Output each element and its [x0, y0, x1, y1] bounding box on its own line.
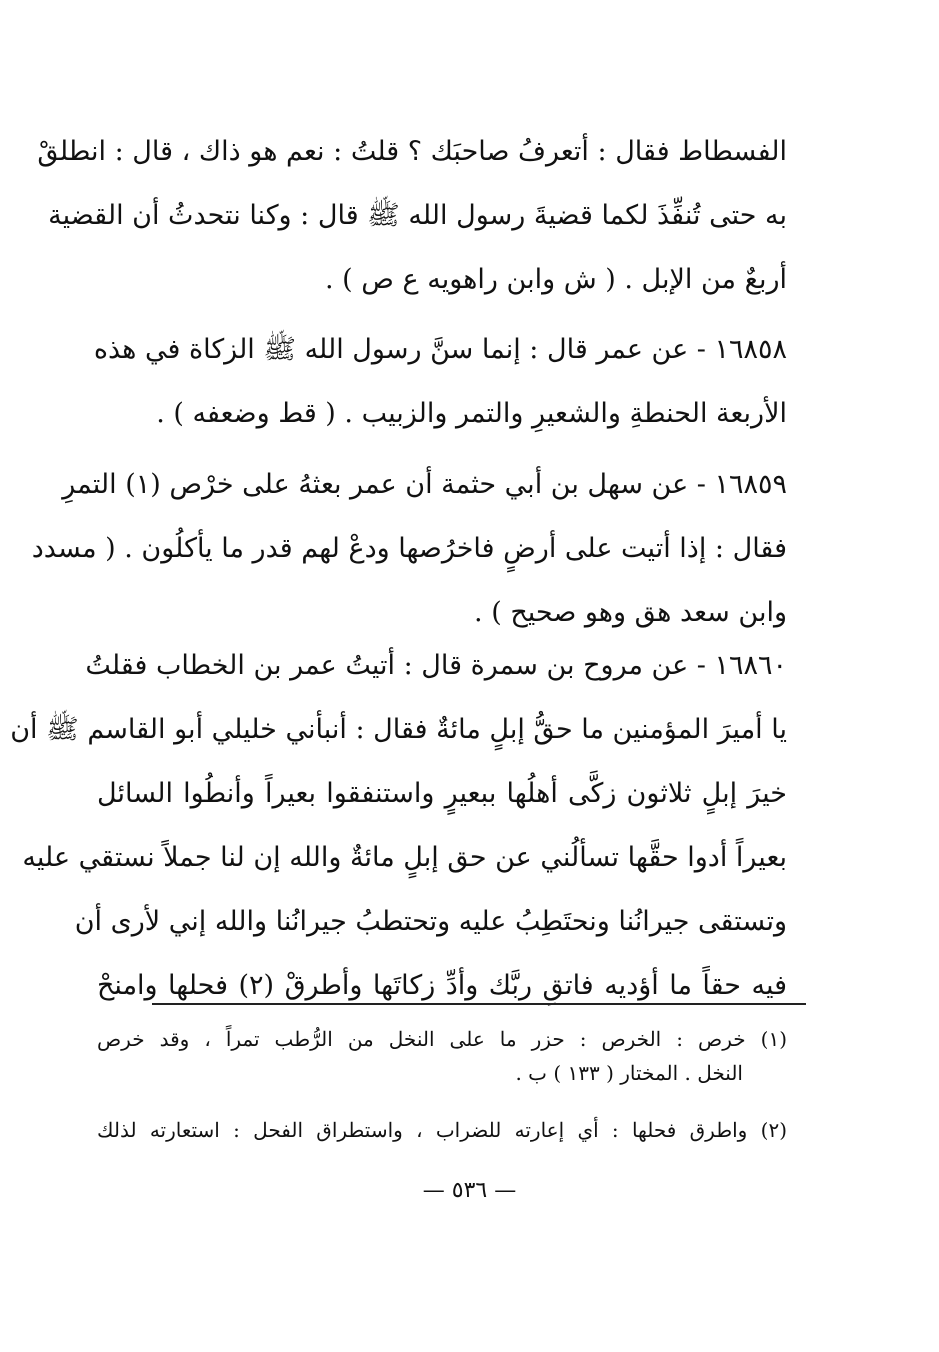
text-line: به حتى تُنفِّذَ لكما قضيةَ رسول الله ﷺ قال : وكنا نتحدثُ أن القضية — [48, 200, 787, 231]
footnote-divider — [152, 1003, 806, 1005]
text-line: فقال : إذا أتيت على أرضٍ فاخرُصها ودعْ لهم قدر ما يأكلُون . ( مسدد — [31, 533, 787, 564]
hadith-16858 — [93, 318, 787, 446]
text-line: خيرَ إبلٍ ثلاثون زكَّى أهلُها ببعيرٍ واستنفقوا بعيراً وأنطُوا السائل — [97, 778, 787, 809]
page-number: — ٥٣٦ — — [422, 1178, 517, 1203]
text-line: أربعٌ من الإبل . ( ش وابن راهويه ع ص ) . — [325, 264, 787, 295]
text-line: فيه حقاً ما أؤديه فاتقِ ربَّك وأدِّ زكاتَها وأطرقْ (٢) فحلها وامنحْ — [97, 970, 787, 1001]
footnote-line: النخل . المختار ( ١٣٣ ) ب . — [515, 1061, 743, 1085]
text-line: الفسطاط فقال : أتعرفُ صاحبَك ؟ قلتُ : نعم هو ذاك ، قال : انطلقْ — [37, 136, 787, 167]
hadith-16860 — [10, 634, 787, 1018]
footnote-line: (٢) واطرق فحلها : أي إعارته للضراب ، واستطراق الفحل : استعارته لذلك — [97, 1118, 787, 1142]
text-line: ١٦٨٥٨ - عن عمر قال : إنما سنَّ رسول الله ﷺ الزكاة في هذه — [93, 334, 787, 365]
text-line: ١٦٨٥٩ - عن سهل بن أبي حثمة أن عمر بعثهُ على خرْص (١) التمرِ — [62, 469, 787, 500]
text-line: ١٦٨٦٠ - عن مروح بن سمرة قال : أتيتُ عمر بن الخطاب فقلتُ — [85, 650, 787, 681]
footnote-1 — [97, 1022, 787, 1090]
text-line: يا أميرَ المؤمنين ما حقُّ إبلٍ مائةٌ فقال : أنبأني خليلي أبو القاسم ﷺ أن — [10, 714, 787, 745]
paragraph-continuation — [37, 120, 787, 312]
text-line: وتستقى جيرانُنا ونحتَطِبُ عليه وتحتطبُ جيرانُنا والله إني لأرى أن — [74, 906, 787, 937]
footnote-2 — [97, 1113, 787, 1147]
text-line: الأربعة الحنطةِ والشعيرِ والتمر والزبيب . ( قط وضعفه ) . — [156, 398, 787, 429]
text-line: وابن سعد هق وهو صحيح ) . — [474, 597, 787, 628]
hadith-16859 — [31, 453, 787, 645]
footnote-line: (١) خرص : الخرص : حزر ما على النخل من الرُّطب تمراً ، وقد خرص — [97, 1027, 787, 1051]
text-line: بعيراً أدوا حقَّها تسألُني عن حق إبلٍ مائةٌ والله إن لنا جملاً نستقي عليه — [22, 842, 787, 873]
